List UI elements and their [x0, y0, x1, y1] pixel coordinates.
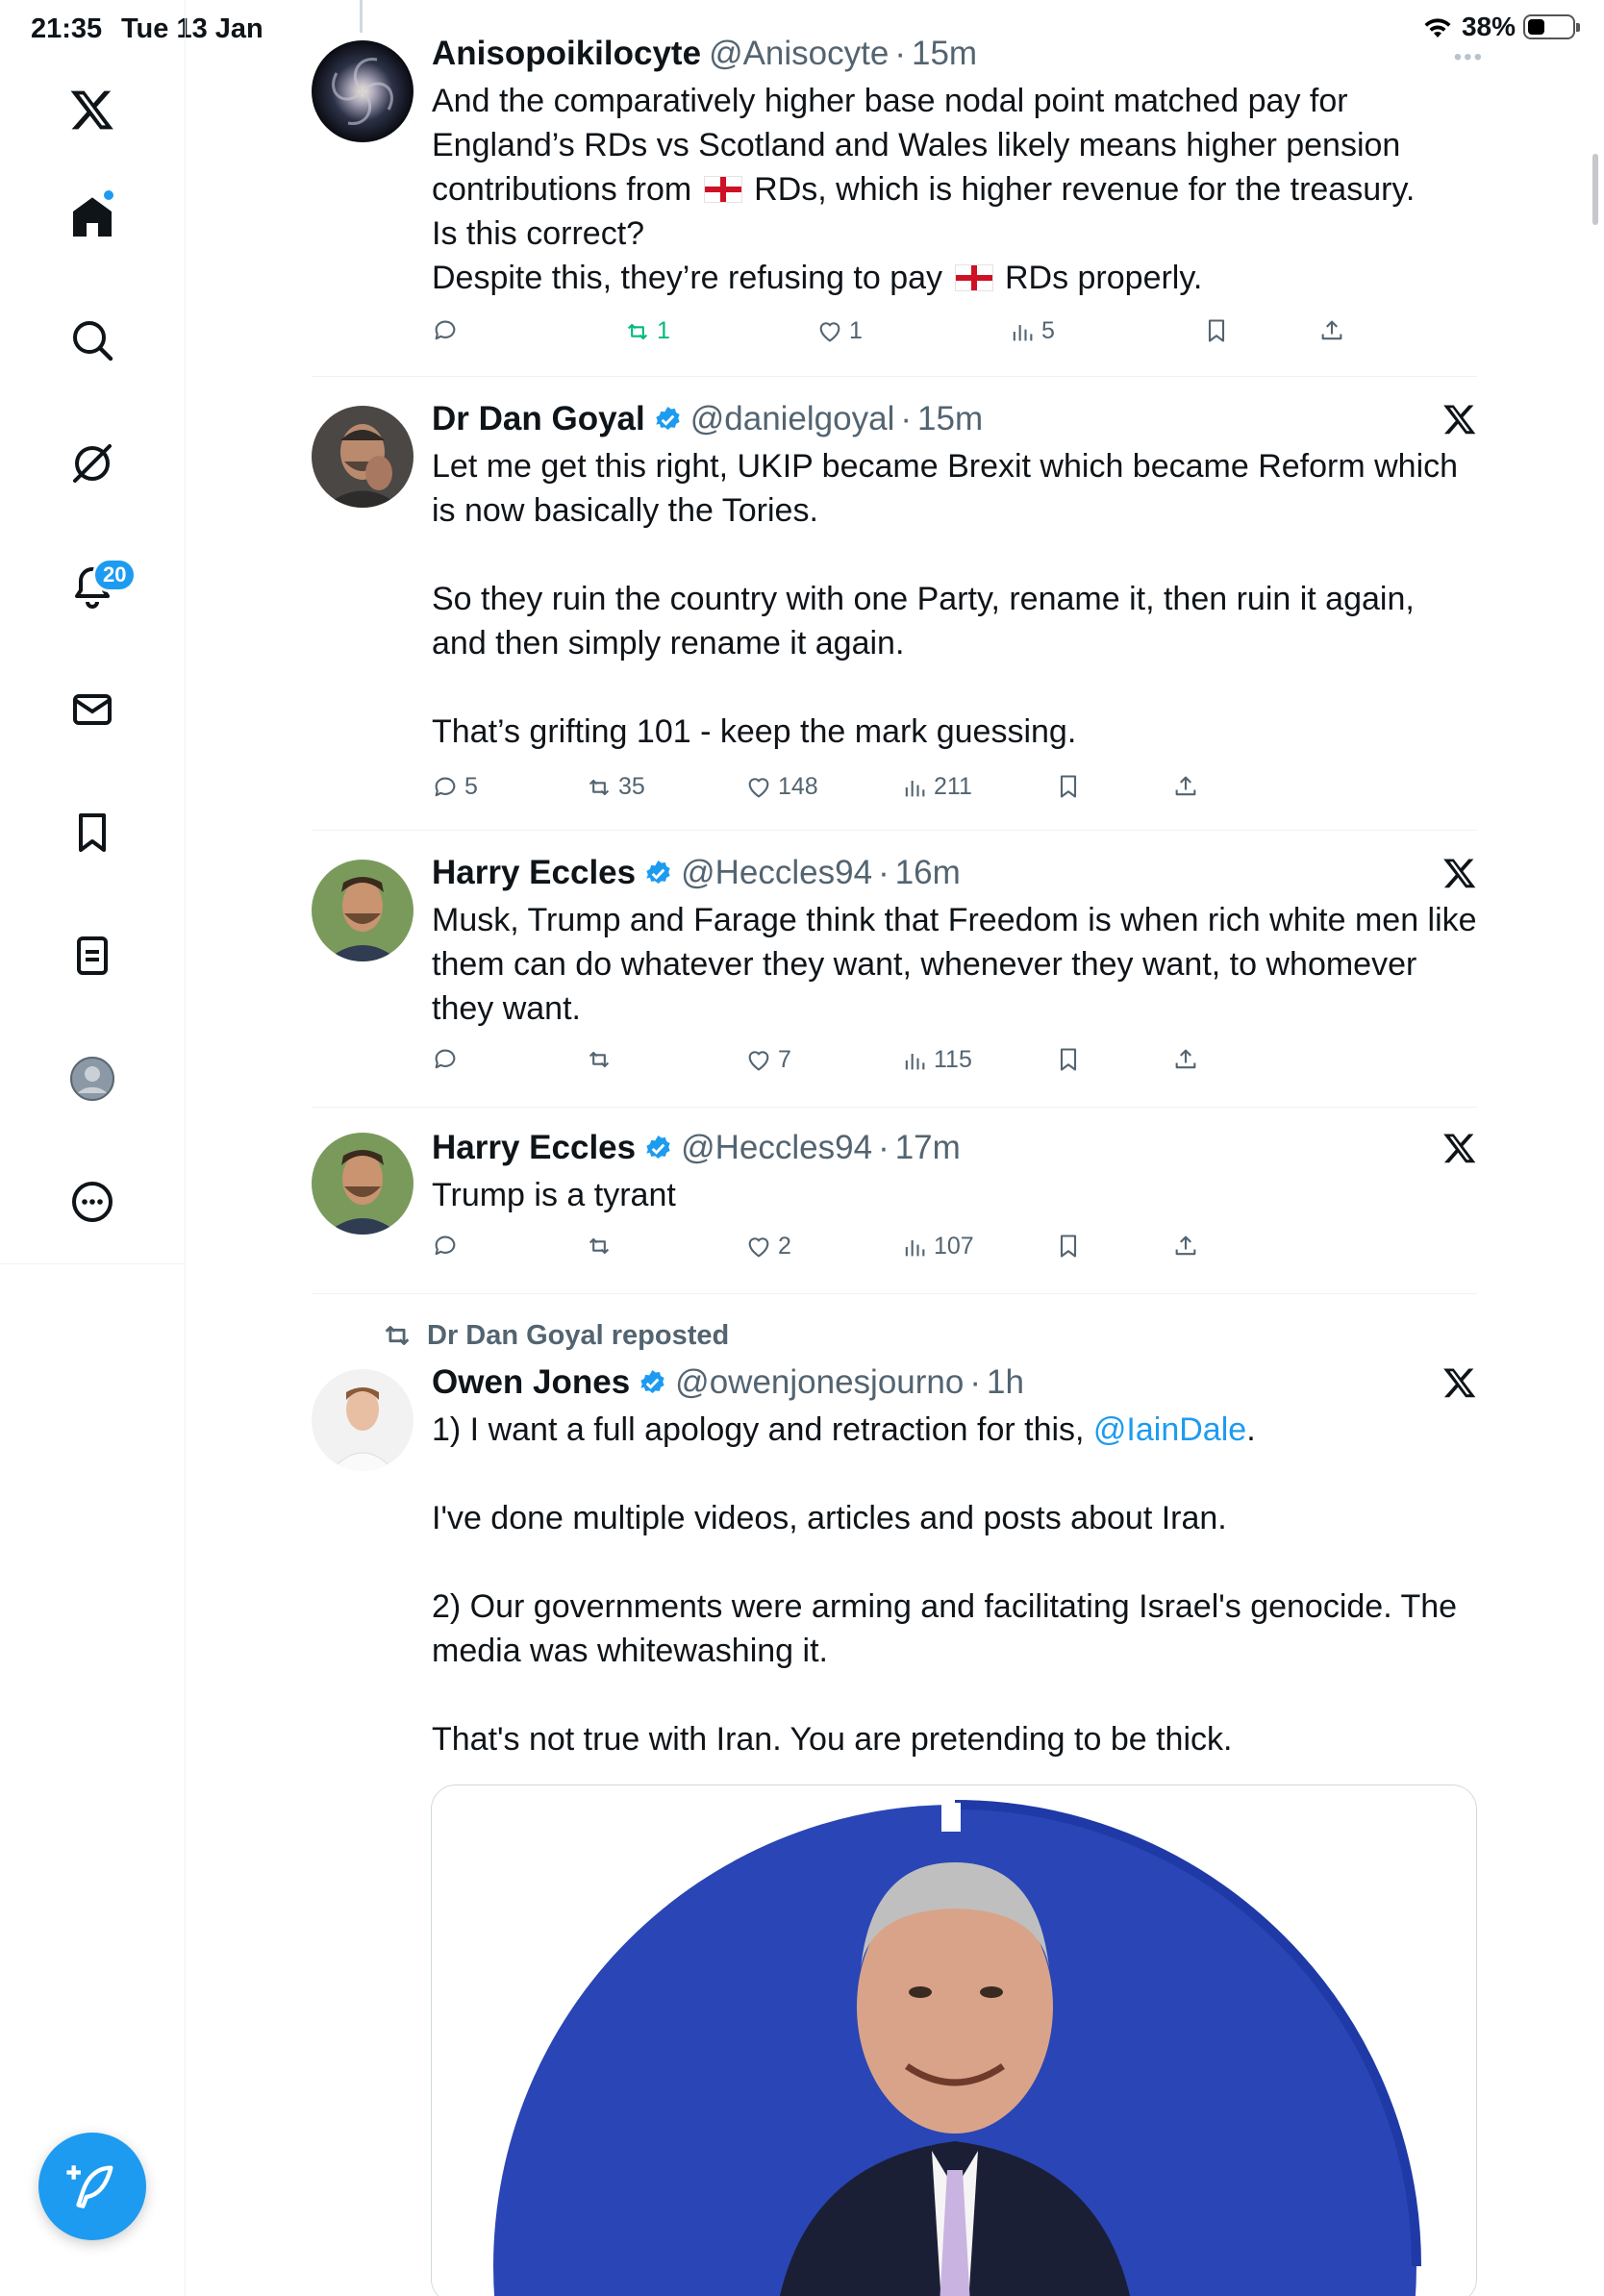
share-button[interactable] [1172, 1233, 1199, 1260]
share-button[interactable] [1172, 1046, 1199, 1073]
home-notification-dot [102, 188, 115, 202]
views-button[interactable]: 211 [901, 773, 972, 801]
heart-icon [816, 318, 843, 345]
avatar[interactable] [312, 40, 414, 142]
timestamp[interactable]: 16m [894, 854, 961, 891]
reply-icon [432, 1046, 459, 1073]
author-handle[interactable]: @Heccles94 [681, 1129, 873, 1166]
bookmark-icon [1203, 317, 1230, 344]
views-button[interactable]: 107 [901, 1233, 974, 1260]
author-handle[interactable]: @Heccles94 [681, 854, 873, 891]
tweet-text: 1) I want a full apology and retraction for this, @IainDale. I've done multiple videos, articles and posts about Iran. 2) Our governments were arming and facilitating Israel's genocide. The media was whitewashing it. That's not true with Iran. You are pretending to be thick. [432, 1411, 1458, 1758]
repost-label: Dr Dan Goyal reposted [427, 1319, 730, 1351]
share-button[interactable] [1318, 317, 1345, 344]
share-icon [1318, 317, 1345, 344]
scrollbar[interactable] [1592, 154, 1598, 225]
heart-icon [745, 1047, 772, 1074]
battery-icon [1523, 14, 1575, 39]
profile-icon[interactable] [65, 1052, 119, 1106]
bookmarks-icon[interactable] [65, 806, 119, 860]
bookmark-icon [1055, 1233, 1082, 1260]
timestamp[interactable]: 17m [894, 1129, 961, 1166]
share-icon [1172, 1233, 1199, 1260]
mention-link[interactable]: @IainDale [1092, 1411, 1247, 1448]
x-logo-icon[interactable] [1442, 856, 1477, 890]
x-logo-icon[interactable] [1442, 1131, 1477, 1165]
views-icon [901, 1234, 928, 1260]
verified-badge-icon [643, 1134, 673, 1163]
heart-icon [745, 1234, 772, 1260]
reply-button[interactable]: 5 [432, 773, 478, 801]
reply-icon [432, 317, 459, 344]
bookmark-button[interactable] [1055, 773, 1082, 800]
lists-icon[interactable] [65, 929, 119, 983]
repost-button[interactable]: 35 [586, 773, 645, 801]
tweet-text: Trump is a tyrant [432, 1177, 676, 1213]
bookmark-button[interactable] [1055, 1046, 1082, 1073]
repost-icon [624, 318, 651, 345]
bookmark-button[interactable] [1203, 317, 1230, 344]
repost-button[interactable]: 1 [624, 317, 670, 345]
x-logo-icon[interactable] [1442, 1365, 1477, 1400]
like-button[interactable]: 1 [816, 317, 863, 345]
views-icon [901, 1047, 928, 1074]
views-icon [901, 774, 928, 801]
x-logo-icon[interactable] [65, 83, 119, 137]
repost-icon [586, 1233, 613, 1260]
sidebar [0, 0, 186, 1264]
tweet[interactable]: Anisopoikilocyte @Anisocyte · 15m And the comparatively higher base nodal point matched pay for England’s RDs vs Scotland and Wales likely means higher pension contributions from RDs, which is higher revenue for the treasury. Is this correct? Despite this, they’re refusing to pay RDs properly. 1 1 5 [312, 33, 1477, 377]
repost-icon [586, 774, 613, 801]
tweet-text: Let me get this right, UKIP became Brexit which became Reform which is now basically the Tories. So they ruin the country with one Party, rename it, then ruin it again, and then simply rename it again. That’s grifting 101 - keep the mark guessing. [432, 448, 1459, 750]
tweet[interactable]: Owen Jones @owenjonesjourno · 1h 1) I want a full apology and retraction for this, @IainDale. I've done multiple videos, articles and posts about Iran. 2) Our governments were arming and facilitating Israel's genocide. The media was whitewashing it. That's not true with Iran. You are pretending to be thick. [312, 1294, 1477, 2296]
share-button[interactable] [1172, 773, 1199, 800]
timestamp[interactable]: 1h [987, 1363, 1024, 1401]
author-name[interactable]: Dr Dan Goyal [432, 400, 645, 437]
verified-badge-icon [653, 405, 683, 435]
repost-button[interactable] [586, 1233, 618, 1260]
status-time: 21:35 [31, 13, 103, 44]
timestamp[interactable]: 15m [917, 400, 984, 437]
tweet[interactable]: Dr Dan Goyal @danielgoyal · 15m Let me get this right, UKIP became Brexit which became Reform which is now basically the Tories. So they ruin the country with one Party, rename it, then ruin it again, and then simply rename it again. That’s grifting 101 - keep the mark guessing. 5 35 148 211 [312, 377, 1477, 831]
status-date: Tue 13 Jan [121, 13, 263, 44]
author-handle[interactable]: @Anisocyte [709, 35, 890, 72]
repost-icon [586, 1046, 613, 1073]
bookmark-icon [1055, 773, 1082, 800]
views-icon [1009, 318, 1036, 345]
battery-level [1528, 19, 1544, 35]
tweet[interactable]: Harry Eccles @Heccles94 · 17m Trump is a tyrant 2 107 [312, 1108, 1477, 1294]
notifications-badge: 20 [92, 558, 137, 592]
more-icon[interactable] [65, 1175, 119, 1229]
tweet[interactable]: Harry Eccles @Heccles94 · 16m Musk, Trump and Farage think that Freedom is when rich white men like them can do whatever they want, whenever they want, to whomever they want. 7 115 [312, 831, 1477, 1108]
england-flag-icon [956, 265, 992, 290]
thread-connector [360, 0, 363, 33]
avatar[interactable] [312, 1133, 414, 1235]
author-name[interactable]: Harry Eccles [432, 854, 637, 891]
compose-button[interactable] [38, 2133, 146, 2240]
tweet-actions [432, 1233, 1477, 1271]
repost-button[interactable] [586, 1046, 618, 1073]
verified-badge-icon [643, 859, 673, 888]
grok-icon[interactable] [65, 437, 119, 490]
author-name[interactable]: Owen Jones [432, 1363, 631, 1401]
avatar[interactable] [312, 1369, 414, 1471]
like-button[interactable]: 148 [745, 773, 818, 801]
views-button[interactable]: 115 [901, 1046, 972, 1074]
england-flag-icon [705, 177, 741, 202]
like-button[interactable]: 7 [745, 1046, 791, 1074]
share-icon [1172, 773, 1199, 800]
author-name[interactable]: Harry Eccles [432, 1129, 637, 1166]
avatar[interactable] [312, 406, 414, 508]
verified-badge-icon [638, 1368, 667, 1398]
like-button[interactable]: 2 [745, 1233, 791, 1260]
share-icon [1172, 1046, 1199, 1073]
reply-button[interactable] [432, 1233, 464, 1260]
reply-icon [432, 774, 459, 801]
bookmark-icon [1055, 1046, 1082, 1073]
x-logo-icon[interactable] [1442, 402, 1477, 437]
tweet-media-image[interactable] [431, 1784, 1477, 2296]
battery-percent: 38% [1461, 12, 1516, 41]
tweet-text: And the comparatively higher base nodal point matched pay for England’s RDs vs Scotland and Wales likely means higher pension contributions from RDs, which is higher revenue for the treasury. Is this correct? Despite this, they’re refusing to pay RDs properly. [432, 83, 1416, 296]
more-options-icon[interactable]: ••• [1453, 44, 1484, 70]
author-handle[interactable]: @owenjonesjourno [675, 1363, 965, 1401]
timestamp[interactable]: 15m [912, 35, 978, 72]
compose-feather-icon [64, 2159, 120, 2214]
heart-icon [745, 774, 772, 801]
avatar[interactable] [312, 860, 414, 961]
tweet-actions [432, 317, 1477, 356]
reply-icon [432, 1233, 459, 1260]
author-name[interactable]: Anisopoikilocyte [432, 35, 702, 72]
messages-icon[interactable] [65, 683, 119, 736]
reply-button[interactable] [432, 317, 464, 344]
reply-button[interactable] [432, 1046, 464, 1073]
tweet-actions [432, 773, 1477, 811]
bookmark-button[interactable] [1055, 1233, 1082, 1260]
author-handle[interactable]: @danielgoyal [689, 400, 895, 437]
tweet-actions [432, 1046, 1477, 1085]
tweet-text: Musk, Trump and Farage think that Freedom is when rich white men like them can do whatever they want, whenever they want, to whomever they want. [432, 902, 1477, 1027]
views-button[interactable]: 5 [1009, 317, 1055, 345]
search-icon[interactable] [65, 313, 119, 367]
